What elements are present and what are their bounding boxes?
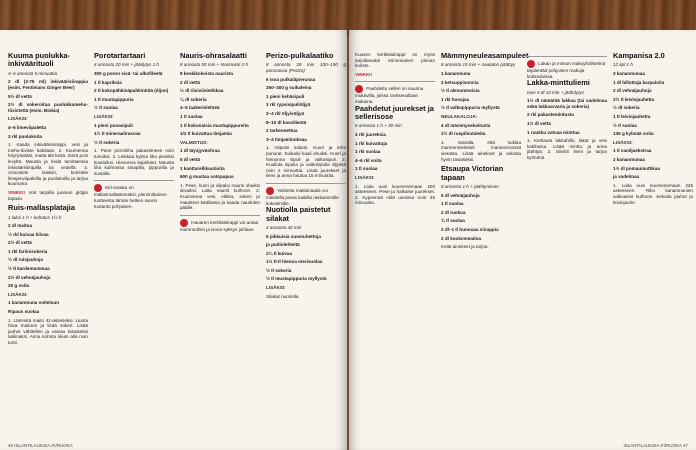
ingredient: 3–4 timjaminoksaa [266, 136, 307, 142]
ingredient: 6 pikkuisia suomuhettoja [266, 233, 321, 239]
ingredient: 600 g mustaa sotopapua [180, 174, 234, 180]
quote-icon [180, 219, 188, 227]
ingredient: 5½ dl vettä [8, 93, 32, 99]
ingredient: 4–6 rkl voita [355, 157, 382, 163]
right-page [349, 30, 696, 450]
recipe-steps: 1. Kiehauta lakkahillo, lakat ja vesi kattilassa. Lisää minttu ja anna jäähtyä. 2. Siivilöi liemi ja tarjoa kylmänä. [527, 138, 607, 160]
recipe-steps: 1. Laita uuni kuumenemaan 200 asteeseen. Pese ja halkaise juurekset. 2. Kypsennä niitä uunissa noin 45 minuuttia. [355, 183, 435, 206]
ingredient: 2 ketsuppisonnia [441, 79, 479, 85]
ingredient: 1 rkl fariinisokeria [8, 248, 48, 254]
ingredient: ½ tl valkopippuria myllystä [441, 105, 500, 111]
ingredient: ½ dl sokeria [613, 105, 640, 111]
quote-text: Paahdettu selleri on suurina mukavilla, joissa ravitsevaltaan makuina. [355, 86, 424, 104]
quote-icon [355, 85, 363, 93]
tip-text: Voit tarjoilla juoman glögin tapaan. [8, 189, 88, 201]
recipe-meta: 4 annosta 20 min + jäädytys 1 h [94, 62, 159, 68]
ingredient: 2½ dl ruspihiutaleita [441, 131, 486, 137]
recipe-meta: 8 annosta 1 h + jäähtyminen [441, 183, 499, 189]
subheading: LISÄKSI: [94, 113, 114, 119]
ingredient: 2–4 rkl öljyisöljyä [266, 110, 305, 116]
ingredient: 1 tl suolaa [355, 166, 378, 172]
recipe-steps: Keitä ainekset ja tarjoa. [441, 244, 489, 250]
ingredient: 1 kanttarellikuutioita [180, 165, 225, 171]
ingredient: 2½ tl leivinjauhetta [613, 96, 655, 102]
subheading: LISÄKSI: [355, 174, 375, 180]
column-2 [94, 52, 174, 209]
recipe-steps: 1. Laita uuni kuumenemaan 225 asteeseen. Riko kananmunien valkuaiset kulhoon. Sekoita jauhot ja leivinjauhe. [613, 182, 693, 205]
recipe-meta: 12 kpl 1 h [613, 62, 633, 68]
ingredient: 4–5 laakerinlehteä [180, 105, 220, 111]
ingredient: 1 rkl suolaa [355, 149, 381, 155]
column-3 [180, 52, 260, 232]
ingredient: 8–10 dl kasvilientä [266, 119, 307, 125]
recipe-steps: 1. Pane poronliha pakastimeen noin tunniksi. 2. Leikkaa kylmä liha pieniksi kuutioiksi. Hienonna kaprikset. Mausta liha kuihrossa sinapilla, pippurilla ja suolalla. [94, 148, 174, 176]
ingredient: 135 g kylmää voita [613, 131, 654, 137]
recipe-title: Paahdetut juurekset ja sellerisose [355, 103, 434, 121]
quote-box [527, 56, 607, 79]
ingredient: 3 rkl rypsisipuliöljyä [266, 102, 311, 108]
subheading: NEULAKALOJA: [441, 113, 478, 119]
magazine-spread [0, 30, 696, 450]
ingredient: ½ tl mustapippuria myllystä [266, 276, 327, 282]
ingredient: 8 keskikokoista naurista [180, 71, 234, 76]
recipe-title: Kuuma puolukka-inkiväärituoli [8, 51, 71, 69]
recipe-meta: 1 laksi 1 h + kohotus 1½ h [8, 214, 62, 220]
recipe-title: Nuotiolla paistetut silakat [266, 205, 331, 223]
ingredient: ½ dl riisiviinietikkaa [180, 88, 224, 94]
ingredient: 1½ dl pomaumuttikaa [613, 165, 660, 171]
recipe-steps: 1. Kaada inkiväärisiirappi, vesi ja mehu-tiiviste kattilaan. 2. Kuumenna höyryäväksi, mutta älä keitä. Siirrä pois levyltä. Mausta ja tiedä tarvittaessa inkiväärisiirapilla tai vedellä. 3. Annostele lasisiin, koristele limejenviipaleilla ja puolukoilla ja tarjoa kuumana. [8, 142, 88, 187]
column-7 [527, 52, 607, 164]
recipe-meta: 8 annosta 50 min + marinointi 2 h [180, 62, 249, 68]
recipe-title: Kampanisa 2.0 [613, 51, 665, 60]
ingredient: 1 tl suolaa [180, 113, 203, 119]
ingredient: 2 rkl pakastemintusta [527, 112, 574, 118]
quote-box [180, 215, 260, 233]
ingredient: 1 kananmuna [441, 71, 471, 76]
recipe-title: Porotartartaari [94, 51, 146, 60]
ingredient: 1 tl kokonaisia mustapippureita [180, 122, 249, 128]
ingredient: 1 tl vaniljaekstraa [613, 148, 652, 154]
ingredient: 2 dl maitoa [8, 223, 32, 229]
ingredient: 1½ tl-tl hienoa merisuolaa [266, 259, 323, 265]
tip-label: VINKKI! [355, 71, 373, 77]
ingredient: 4 dl mämmysekoitusta [441, 122, 491, 128]
ingredient: 6 isoa pulkaläpierunaa [266, 76, 316, 82]
column-5 [355, 52, 435, 209]
ingredient: 1 rkl kuivattuja [355, 140, 388, 146]
quote-icon [94, 184, 102, 192]
quote-box [94, 180, 174, 209]
ingredient: 1 pieni kehäsipuli [266, 93, 305, 99]
quote-text: Valmista maklanaatia voi maistella paras kaikilla rakkaimmille kokoelmille. [266, 188, 339, 206]
ingredient: 1/2 tl kuivattua timjamia [180, 131, 232, 137]
ingredient: 5 dl vettä [180, 156, 200, 162]
recipe-title: Mämmyneuleasampuleet [441, 51, 529, 60]
recipe-meta: 8 annosta 30 min 100–150 g porosavua (Perizo) [266, 62, 346, 73]
ingredient: 25 g voita [8, 283, 30, 289]
ingredient: ¾ tl suolaa [441, 218, 465, 224]
ingredient: 1 kananmuna voiteluun [8, 300, 60, 306]
ingredient: 3 rkl juureksia [355, 131, 386, 137]
recipe-steps: 1. Vaivalla, että suklaa mannermieleiset mannenroossit vierasta. Lisää ainekset ja sekoita hyvin tasaiseksi. [441, 139, 521, 162]
ingredient: 1½ dl nämäntä lakkaa (tai vadelmaa sekä lakkaarvaria ja sokeria) [527, 98, 607, 109]
subheading: LISÄKSI: [613, 139, 633, 145]
recipe-meta: noin 5 dl 10 min + jäähdytys [527, 89, 585, 95]
recipe-steps: 1. Lämmitä maito 42-asteiseksi. Liuota hiiva maitoon ja lisää sokeri. Lisää jauhot vähitellen ja vaivaa tasaiseksi taikinaksi. Anna kohota liinan alla noin tunti. [8, 317, 88, 345]
recipe-steps: Silakat nuotiolla. [266, 293, 300, 299]
recipe-meta: 6 annosta 1 h + 30 min [355, 123, 402, 129]
text-block: Kuusen kerkkäsiirappi on myös tarjoiltavaksi erinomainen pinnan koriste. [355, 52, 435, 69]
ingredient: 2 tl kokopähkinäpahkinöitä (dijon) [94, 88, 169, 94]
ingredient: 2 dl (3-75 ml) inkiväärisiirappia (esim. Fentimans Ginger Beer) [8, 79, 88, 90]
ingredient: 1½ tl mineraalirasvaa [94, 131, 141, 137]
ingredient: 1 ruukku vatvaa minttua [527, 129, 580, 135]
column-4 [266, 52, 346, 302]
ingredient: ½ tl kardemummaa [8, 266, 50, 272]
page-footer-right: ISLANTILAUKSIA.FI/RUOKA 47 [623, 443, 688, 448]
recipe-steps: 1. Pese, kuori ja viipaloi nauris ohuiksi siivuiksi. Laita nauriit kulhoon. 2. Kuumenna vesi, etikka, sokeri ja mausteet kattilassa ja kaada nauriiden päälle. [180, 182, 260, 211]
quote-text: Hauaren kerkkäsiirappi voi antaa mammuthiin ja isoon syksyn juhlaan. [180, 219, 259, 232]
recipe-title: Etsaupa Victorian tapaan [441, 164, 504, 182]
ingredient: 250–300 g suikaleina [266, 85, 312, 91]
recipe-title: Ruis-mallasplatajia [8, 203, 75, 213]
ingredient: 1 tl suolaa [441, 201, 464, 207]
quote-box [355, 81, 435, 104]
ingredient: ½ tl sokeria [94, 139, 120, 145]
ingredient: 5 dl vehnäjauhoja [441, 192, 480, 198]
ingredient: 3 rkl puolukoita [8, 133, 42, 139]
recipe-steps: 1. Viipaloi salami. Kuori ja tehe punurat. Suikaloi kaali ohuiksi. Kuori ja hienonna sipuli ja valkosipuli. 2. Kuullota sipulia ja valkosipulia öljyssä noin 2 minuuttia. Lisää juurekset ja liemi ja anna hautua 15 minuuttia. [266, 145, 346, 179]
ingredient: 4–6 limeviipaletta [8, 124, 47, 130]
quote-icon [266, 187, 274, 195]
recipe-meta: 4–6 annosta 5 minuuttia [8, 70, 58, 76]
recipe-title: Perizo-pulkalaatiko [266, 51, 334, 60]
quote-box [266, 183, 346, 206]
ingredient: 2½ dl vehnäjauhoja [8, 274, 51, 280]
ingredient: ½ tl sokeria [266, 267, 292, 273]
recipe-title: Nauris-ohrasalaatti [180, 51, 247, 60]
quote-text: Lakan ja mintun makuyhdistelmä täydentää pohjoisen makuja kotiseduissa. [527, 61, 606, 79]
subheading: LISÄKSI: [266, 285, 286, 291]
recipe-title: Lakka-minttuliemi [527, 78, 590, 88]
recipe-meta: 4 annosta 40 min [266, 224, 302, 230]
quote-text: Kiri-rusaka on mallasmaltattomaksi, pienimittainen tuotteesta tämän hetken suurin tuotanto pohjoisen. [94, 185, 167, 209]
ingredient: 2 dl vettä [180, 79, 200, 85]
ingredient: ½ rkl kuivaa hiivaa [8, 231, 49, 237]
column-1 [8, 52, 88, 349]
ingredient: 1 tl kapriksia [94, 79, 122, 85]
ingredient: 2 dl vehnäjauhoja [613, 88, 652, 94]
ingredient: 1 pieni punasipuli [94, 122, 133, 128]
ingredient: 2 dl ruokoa [441, 209, 466, 215]
ingredient: 2 dl kookosmaitoa [441, 235, 482, 241]
ingredient: 2½ dl sokeroitua puolukkamehu-tiivistettä (esim. Biokia) [8, 102, 88, 113]
ingredient: 1½ dl vettä [527, 120, 551, 126]
ingredient: 1 dl hillottuja karpaloita [613, 79, 665, 85]
ingredient: 1 tl leivinjauhetta [613, 113, 651, 119]
ingredient: 2 dl–1 tl hunnuaa siirappia [441, 226, 499, 232]
ingredient: ja vadelmaa [613, 174, 640, 180]
ingredient: 300 g poron sisä- tai ulkofileetä [94, 71, 163, 76]
ingredient: ja puitinlehteitä [266, 242, 300, 248]
ingredient: ½ dl ruisjauhoja [8, 257, 43, 263]
subheading: VALMISTUS: [180, 139, 208, 145]
quote-icon [527, 60, 535, 68]
ingredient: 3 kananmunaa [613, 71, 645, 76]
ingredient: 2½ dl vettä [8, 240, 32, 246]
tip-label: VINKKI! [8, 189, 26, 195]
ingredient: ¼ dl sokeria [180, 96, 207, 102]
ingredient: ½ tl suolaa [613, 122, 637, 128]
ingredient: 1 rkl hunajaa [441, 96, 470, 102]
ingredient: 2¼ tl kuivaa [266, 250, 293, 256]
left-page [0, 30, 347, 450]
ingredient: 1 dl täysjyväohraa [180, 148, 220, 154]
ingredient: 2 kananmunaa [613, 156, 645, 162]
ingredient: 1 tl mustapippuria [94, 96, 134, 102]
ingredient: 2 tarkennettua [266, 128, 298, 134]
subheading: LISÄKSI: [8, 291, 28, 297]
recipe-meta: 8 annosta 15 min + naulaton päättyy [441, 62, 516, 68]
column-6 [441, 51, 529, 253]
ingredient: ½ tl suolaa [94, 105, 118, 111]
ingredient: Ripaus suolaa [8, 309, 40, 315]
ingredient: ½ tl alenunmoisia [441, 88, 480, 94]
page-footer-left: 46 ISLANTILAUKSIA.FI/RUOKA [8, 443, 73, 448]
subheading: LISÄKSI: [8, 116, 28, 122]
column-8 [613, 52, 693, 208]
